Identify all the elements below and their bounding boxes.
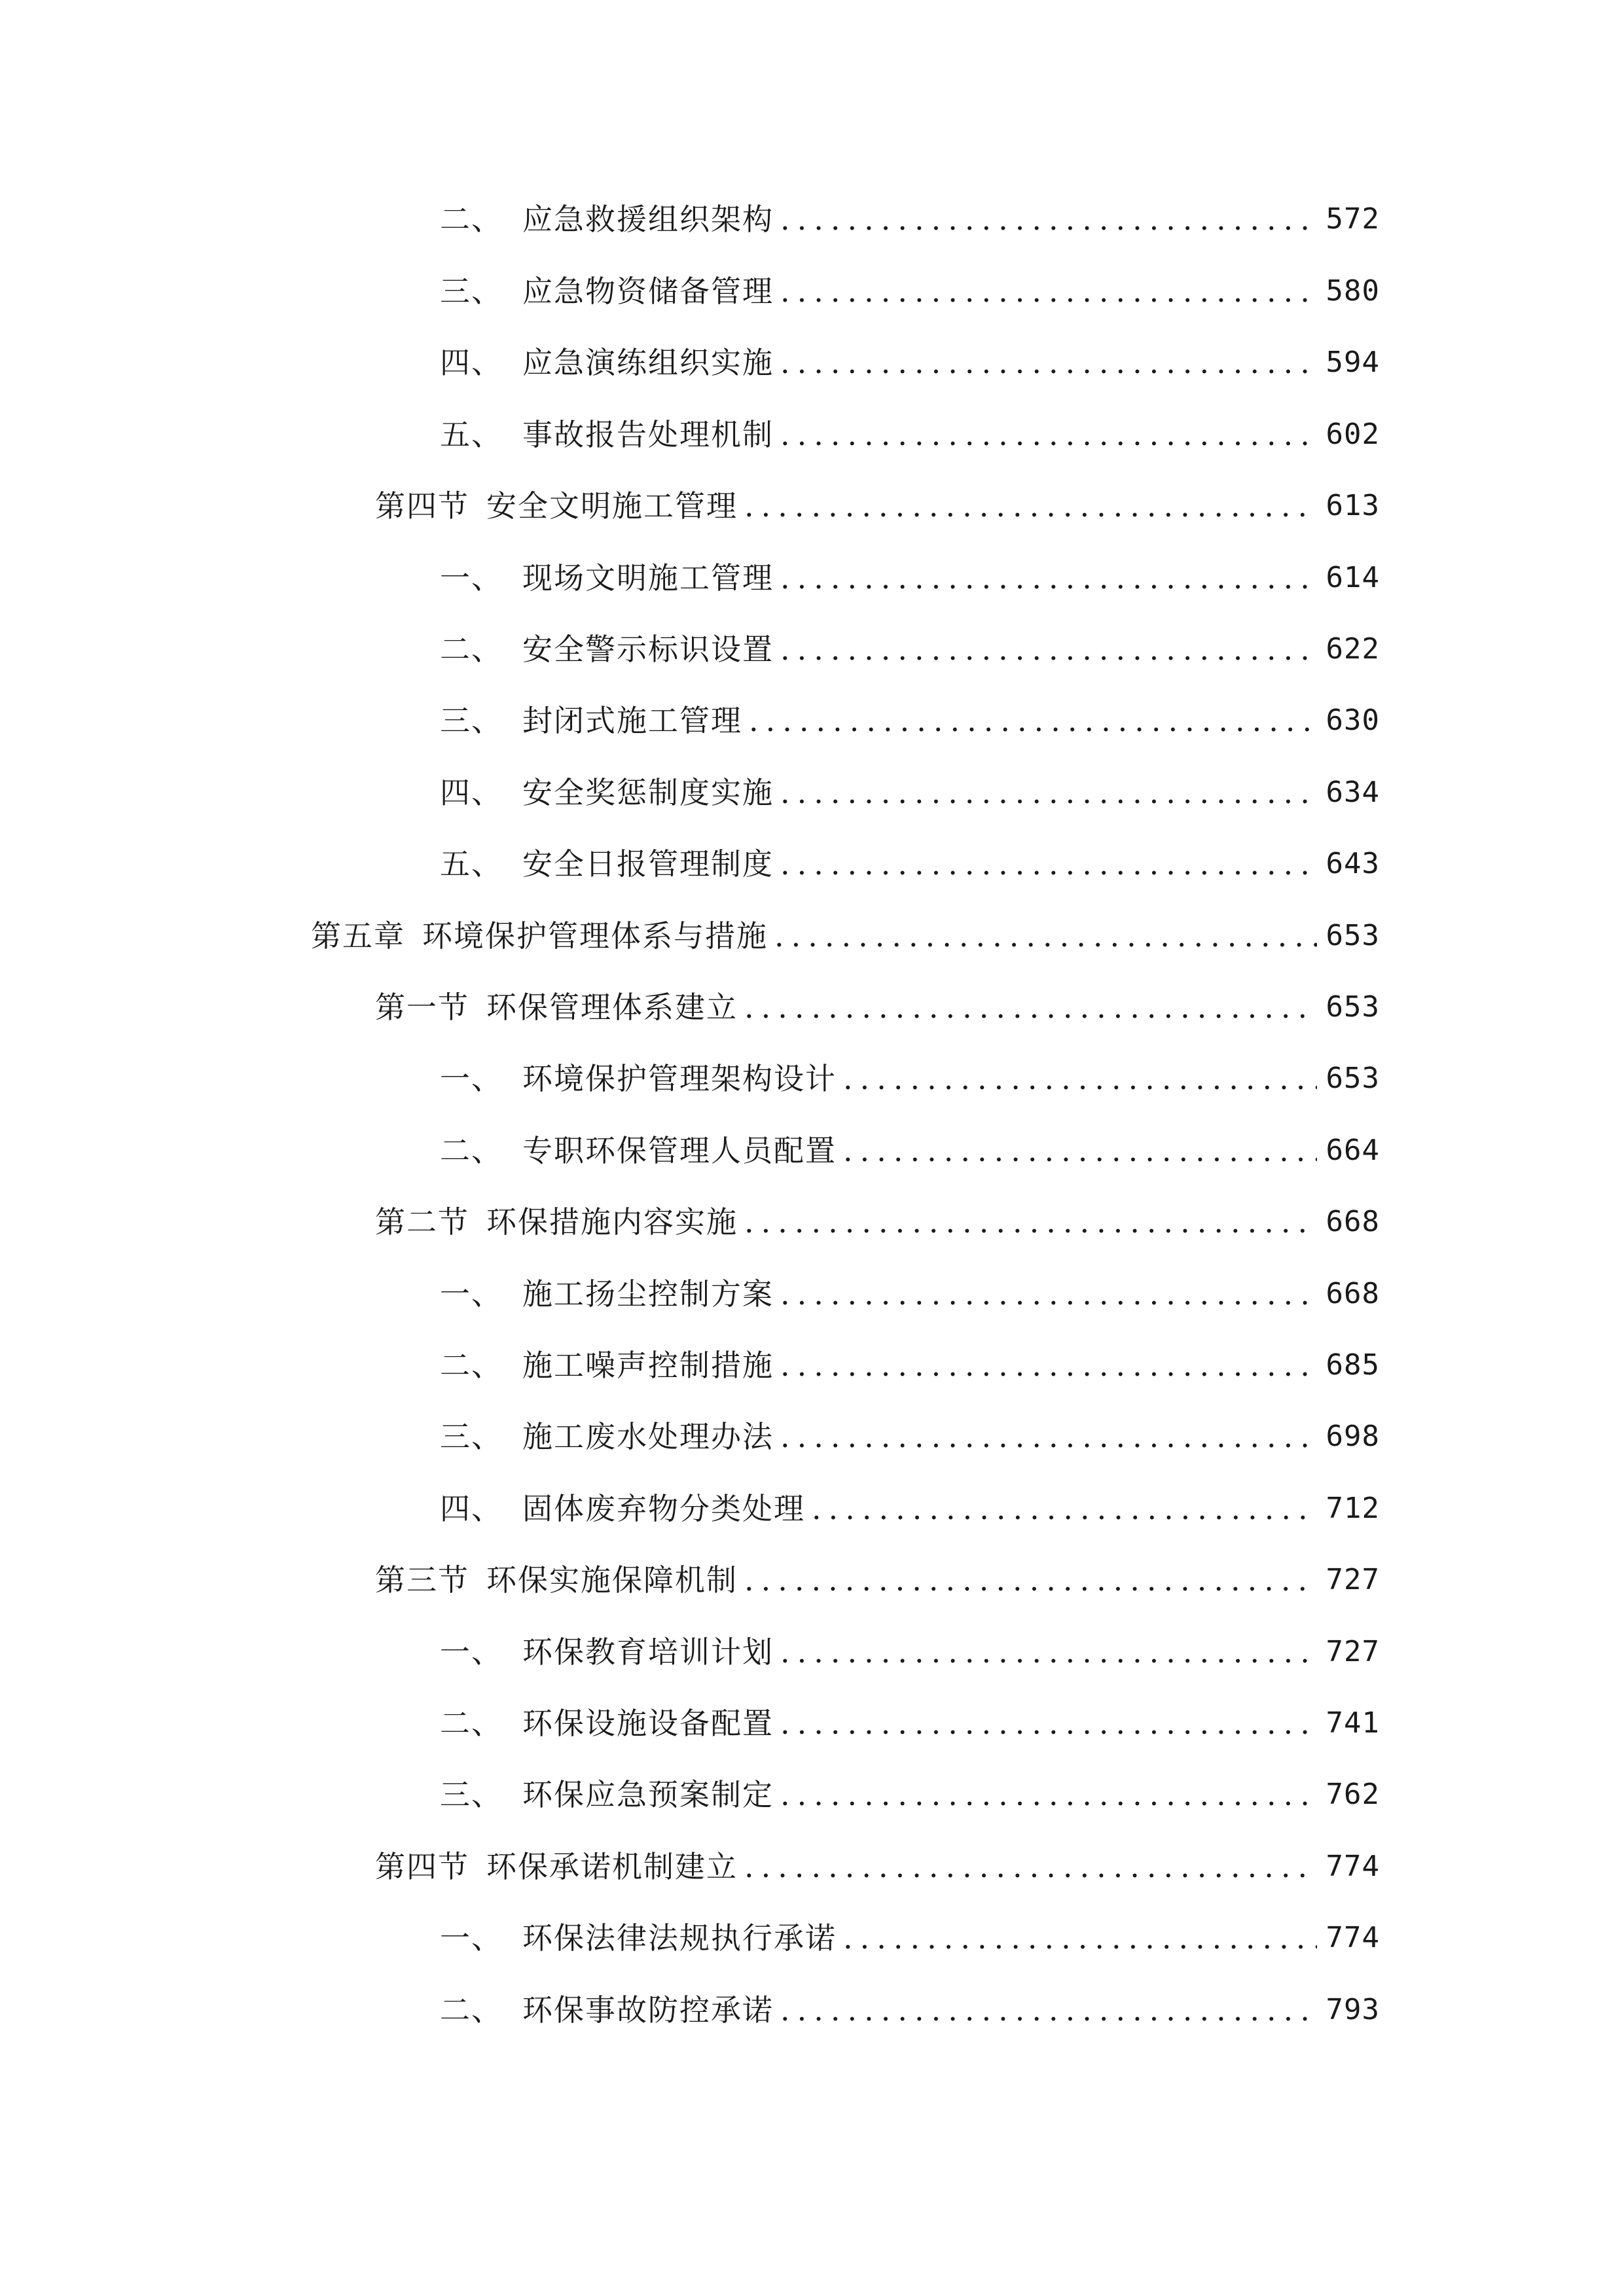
toc-entry[interactable] (375, 1196, 1380, 1248)
toc-entry-number: 四、 (440, 775, 503, 810)
toc-entry[interactable] (375, 1554, 1380, 1606)
toc-entry-number: 第四节 (375, 488, 469, 524)
toc-entry-title: 施工废水处理办法 (522, 1419, 774, 1454)
toc-entry-title: 安全警示标识设置 (522, 632, 774, 667)
toc-entry-title: 环保设施设备配置 (522, 1706, 774, 1741)
toc-entry-number: 五、 (440, 846, 503, 882)
toc-entry-page-number: 762 (1326, 1778, 1380, 1811)
toc-entry-page-number: 712 (1326, 1492, 1380, 1525)
dot-leader (780, 1626, 1317, 1678)
toc-entry-page-number: 653 (1326, 1062, 1380, 1095)
toc-entry[interactable] (440, 1410, 1380, 1463)
toc-entry-page-number: 653 (1326, 919, 1380, 952)
toc-entry-page-number: 668 (1326, 1277, 1380, 1310)
toc-entry-number: 二、 (440, 632, 503, 667)
toc-entry-title: 现场文明施工管理 (522, 560, 774, 596)
toc-entry-number: 第三节 (375, 1562, 469, 1598)
toc-entry-number: 第四节 (375, 1849, 469, 1884)
toc-entry-page-number: 594 (1326, 346, 1380, 379)
toc-entry[interactable] (440, 1268, 1380, 1320)
toc-entry-title: 施工扬尘控制方案 (522, 1276, 774, 1312)
dot-leader (812, 1482, 1317, 1535)
toc-entry-title: 环保措施内容实施 (486, 1204, 738, 1240)
dot-leader (780, 336, 1317, 389)
toc-entry-title: 环保实施保障机制 (486, 1562, 738, 1598)
toc-entry-number: 一、 (440, 560, 503, 596)
toc-entry-page-number: 774 (1326, 1921, 1380, 1954)
toc-entry-title: 环境保护管理架构设计 (522, 1061, 837, 1096)
dot-leader (744, 981, 1317, 1033)
toc-entry-title: 环保管理体系建立 (486, 990, 738, 1025)
dot-leader (749, 694, 1317, 747)
toc-entry-page-number: 630 (1326, 704, 1380, 737)
toc-entry[interactable] (375, 981, 1380, 1033)
dot-leader (780, 408, 1317, 461)
toc-entry[interactable] (375, 480, 1380, 532)
toc-entry-page-number: 580 (1326, 274, 1380, 308)
toc-entry-title: 安全奖惩制度实施 (522, 775, 774, 810)
toc-entry[interactable] (440, 1626, 1380, 1678)
toc-entry-page-number: 602 (1326, 418, 1380, 451)
toc-entry-title: 环保应急预案制定 (522, 1777, 774, 1812)
toc-entry-number: 三、 (440, 703, 503, 738)
toc-entry-number: 五、 (440, 417, 503, 452)
dot-leader (780, 265, 1317, 317)
toc-entry-page-number: 572 (1326, 202, 1380, 236)
toc-entry-number: 三、 (440, 1419, 503, 1454)
toc-entry[interactable] (440, 265, 1380, 317)
toc-entry-number: 二、 (440, 202, 503, 237)
toc-entry-title: 应急救援组织架构 (522, 202, 774, 237)
toc-entry-page-number: 643 (1326, 847, 1380, 880)
dot-leader (780, 623, 1317, 675)
toc-entry[interactable] (440, 766, 1380, 819)
toc-entry[interactable] (440, 838, 1380, 890)
dot-leader (843, 1124, 1317, 1177)
toc-entry-title: 环保事故防控承诺 (522, 1992, 774, 2028)
dot-leader (744, 1196, 1317, 1248)
toc-entry-page-number: 727 (1326, 1563, 1380, 1596)
toc-entry[interactable] (440, 336, 1380, 389)
toc-entry[interactable] (440, 1768, 1380, 1821)
toc-entry[interactable] (375, 1840, 1380, 1893)
dot-leader (780, 1768, 1317, 1821)
toc-entry-title: 安全日报管理制度 (522, 846, 774, 882)
toc-entry-title: 环境保护管理体系与措施 (422, 918, 768, 954)
toc-entry-page-number: 774 (1326, 1850, 1380, 1883)
dot-leader (744, 1554, 1317, 1606)
toc-entry-page-number: 634 (1326, 776, 1380, 809)
toc-entry[interactable] (440, 1697, 1380, 1749)
toc-entry-number: 第二节 (375, 1204, 469, 1240)
toc-entry-page-number: 793 (1326, 1993, 1380, 2026)
dot-leader (780, 766, 1317, 819)
toc-entry-number: 二、 (440, 1348, 503, 1383)
dot-leader (780, 552, 1317, 604)
dot-leader (780, 1984, 1317, 2036)
dot-leader (744, 480, 1317, 532)
toc-entry-number: 一、 (440, 1920, 503, 1956)
toc-entry-title: 事故报告处理机制 (522, 417, 774, 452)
toc-entry-number: 第一节 (375, 990, 469, 1025)
toc-entry[interactable] (440, 623, 1380, 675)
toc-entry[interactable] (440, 694, 1380, 747)
toc-entry-number: 一、 (440, 1061, 503, 1096)
toc-entry-number: 四、 (440, 1491, 503, 1526)
dot-leader (780, 1339, 1317, 1391)
dot-leader (780, 1410, 1317, 1463)
dot-leader (780, 193, 1317, 245)
toc-entry-number: 二、 (440, 1992, 503, 2028)
dot-leader (774, 910, 1317, 962)
toc-entry-page-number: 698 (1326, 1420, 1380, 1453)
toc-entry[interactable] (440, 193, 1380, 245)
toc-entry[interactable] (440, 552, 1380, 604)
toc-entry-number: 四、 (440, 345, 503, 380)
dot-leader (744, 1840, 1317, 1893)
toc-entry-title: 环保法律法规执行承诺 (522, 1920, 837, 1956)
toc-entry-page-number: 727 (1326, 1635, 1380, 1668)
toc-entry-title: 应急物资储备管理 (522, 274, 774, 309)
toc-entry-page-number: 613 (1326, 489, 1380, 522)
dot-leader (780, 1268, 1317, 1320)
toc-entry-number: 三、 (440, 274, 503, 309)
toc-entry-number: 三、 (440, 1777, 503, 1812)
toc-entry-title: 安全文明施工管理 (486, 488, 738, 524)
toc-entry-page-number: 741 (1326, 1706, 1380, 1740)
toc-entry[interactable] (311, 910, 1380, 962)
toc-entry[interactable] (440, 1052, 1380, 1105)
toc-entry-title: 固体废弃物分类处理 (522, 1491, 805, 1526)
toc-entry-page-number: 614 (1326, 561, 1380, 594)
toc-entry-page-number: 668 (1326, 1205, 1380, 1238)
toc-entry-title: 环保承诺机制建立 (486, 1849, 738, 1884)
toc-entry[interactable] (440, 408, 1380, 461)
dot-leader (780, 1697, 1317, 1749)
toc-entry-title: 施工噪声控制措施 (522, 1348, 774, 1383)
toc-entry-page-number: 664 (1326, 1134, 1380, 1167)
toc-entry-title: 应急演练组织实施 (522, 345, 774, 380)
toc-entry-number: 一、 (440, 1276, 503, 1312)
toc-entry[interactable] (440, 1984, 1380, 2036)
toc-entry-number: 二、 (440, 1706, 503, 1741)
toc-entry-number: 一、 (440, 1634, 503, 1670)
toc-entry[interactable] (440, 1912, 1380, 1964)
dot-leader (780, 838, 1317, 890)
toc-entry-page-number: 622 (1326, 632, 1380, 666)
toc-entry-number: 第五章 (311, 918, 405, 954)
toc-entry-number: 二、 (440, 1133, 503, 1168)
toc-entry[interactable] (440, 1339, 1380, 1391)
toc-entry[interactable] (440, 1482, 1380, 1535)
toc-entry-title: 环保教育培训计划 (522, 1634, 774, 1670)
toc-entry-title: 专职环保管理人员配置 (522, 1133, 837, 1168)
toc-entry-page-number: 653 (1326, 990, 1380, 1024)
dot-leader (843, 1912, 1317, 1964)
toc-entry-page-number: 685 (1326, 1348, 1380, 1382)
toc-entry[interactable] (440, 1124, 1380, 1177)
dot-leader (843, 1052, 1317, 1105)
toc-entry-title: 封闭式施工管理 (522, 703, 742, 738)
